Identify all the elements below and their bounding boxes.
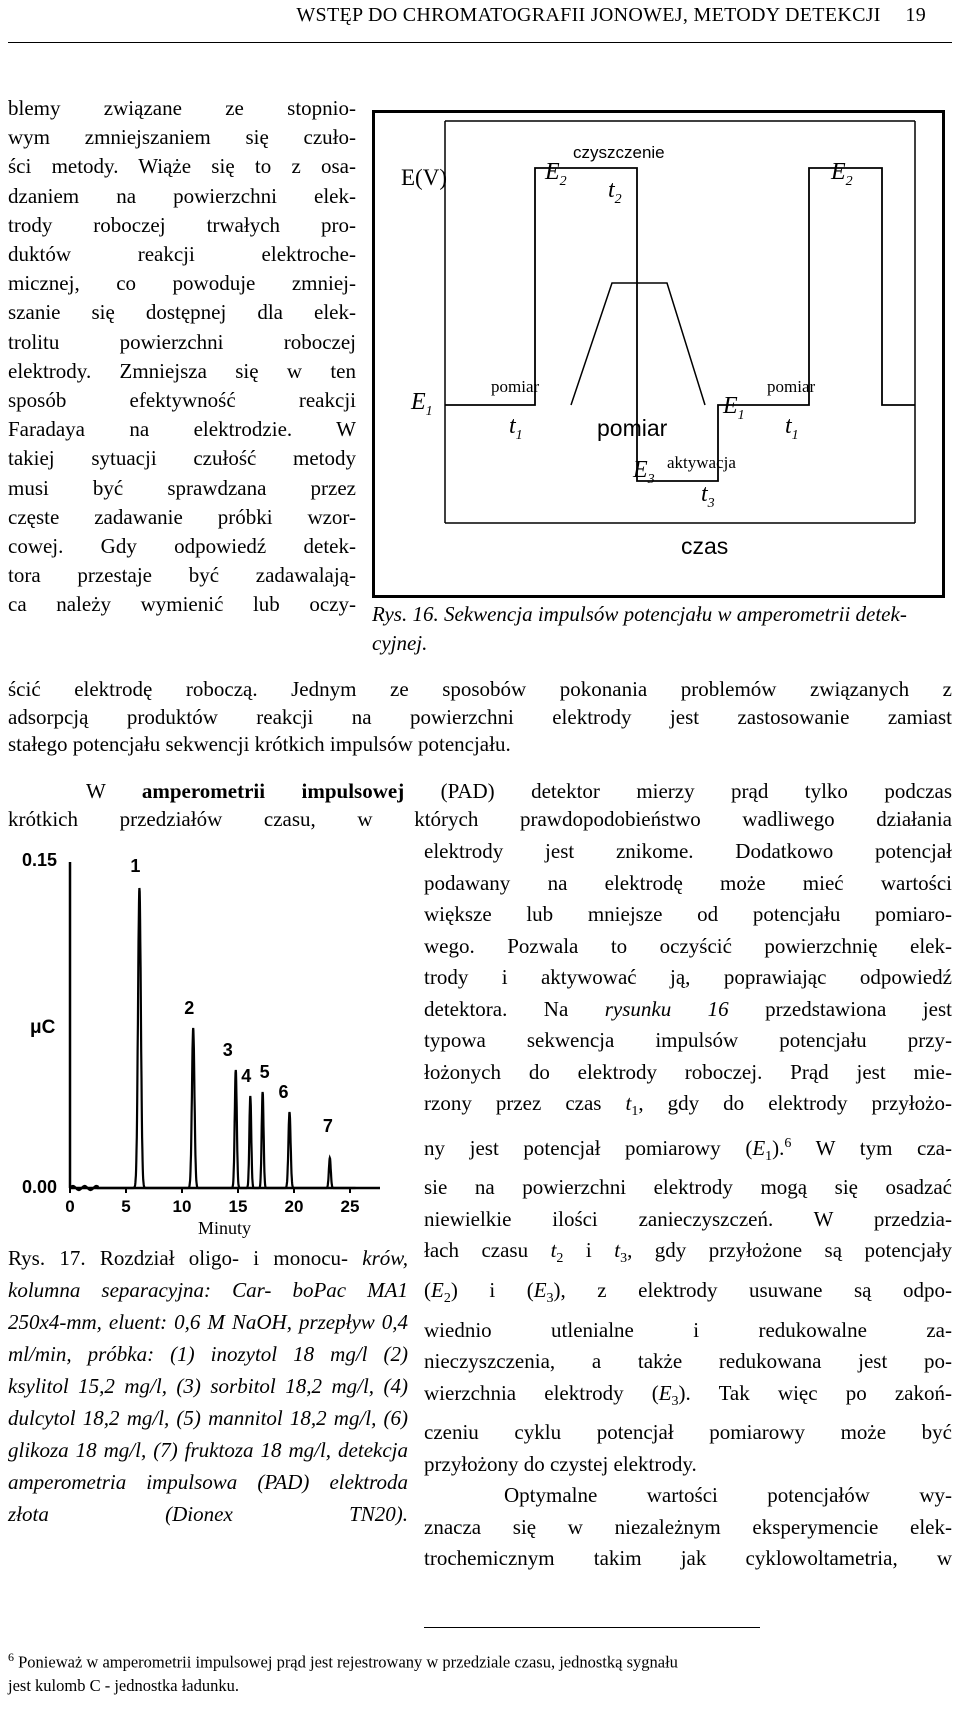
left-column-text: [8, 94, 356, 620]
text-line: szanie się dostępnej dla elek-: [8, 300, 356, 325]
x-tick-label: 10: [172, 1197, 192, 1216]
peak-label: 7: [322, 1116, 333, 1136]
caption-line: mannitol 18,2 mg/l, (6) glikoza 18: [8, 1406, 409, 1462]
page-header: [0, 0, 960, 48]
text-line: sie na powierzchni elektrody mogą się osadzać: [424, 1175, 952, 1200]
text-line: duktów reakcji elektroche-: [8, 242, 356, 267]
measure-left-label: pomiar: [491, 377, 540, 396]
text-line: wego. Pozwala to oczyścić powierzchnię elek-: [424, 933, 952, 958]
chromatogram-plot: [8, 852, 408, 1242]
text-line: znacza się w niezależnym eksperymencie elek-: [424, 1514, 952, 1539]
header-title: WSTĘP DO CHROMATOGRAFII JONOWEJ, METODY DETEKCJI: [296, 4, 881, 26]
text-line: ści metody. Wiąże się to z osa-: [8, 154, 356, 179]
text-line: cowej. Gdy odpowiedź detek-: [8, 534, 356, 559]
e2-right-label: $E_2$: [831, 159, 853, 189]
text-line: detektora. Na rysunku 16 przedstawiona jest: [424, 996, 952, 1021]
text-line: trody i aktywować ją, poprawiając odpowiedź: [424, 965, 952, 989]
x-tick-label: 20: [284, 1197, 304, 1216]
figure-reference: rysunku 16: [604, 996, 729, 1021]
peak-label: 6: [278, 1082, 289, 1102]
measure-right-label: pomiar: [767, 377, 816, 396]
e3-label: $E_3$: [633, 457, 655, 487]
text-line: krótkich przedziałów czasu, w których prawdopodobieństwo wadliwego działania: [8, 806, 952, 831]
measure-center-label: pomiar: [597, 415, 668, 441]
caption-line: M NaOH, przepływ 0,4 ml/min,: [8, 1310, 409, 1366]
text-line: ny jest potencjał pomiarowy $(E_1).^6$ W tym cza-: [424, 1135, 953, 1164]
xlabel-time: czas: [681, 533, 729, 559]
x-tick-label: 15: [228, 1197, 248, 1216]
activation-label: aktywacja: [667, 453, 736, 472]
text-line: typowa sekwencja impulsów potencjału przy-: [424, 1028, 952, 1052]
caption-line: boPac MA1 250x4-mm, eluent: 0,6: [8, 1278, 408, 1334]
caption-line: krów, kolumna separacyjna: Car-: [8, 1246, 408, 1302]
running-title: [296, 4, 926, 27]
text-line: Faradaya na elektrodzie. W: [8, 417, 356, 442]
y-unit-label: μC: [30, 1017, 56, 1038]
text-line: łożonych do elektrody roboczej. Prąd jest mie-: [424, 1059, 952, 1084]
figure-17-caption: [8, 1242, 408, 1530]
peak-label: 2: [184, 998, 195, 1018]
x-axis-label: Minuty: [198, 1218, 252, 1238]
header-rule: [8, 42, 952, 43]
peak-label: 5: [259, 1062, 270, 1082]
page-number: 19: [905, 4, 926, 26]
footnote: [8, 1646, 948, 1697]
caption-line: elektroda złota (Dionex TN20).: [8, 1470, 408, 1526]
peak-label: 3: [222, 1040, 233, 1060]
text-line: częste zadawanie próbki wzor-: [8, 504, 356, 529]
pulse-sequence-plot: [375, 113, 942, 595]
chromatogram-trace: [70, 888, 356, 1190]
t1-left-label: $t_1$: [509, 413, 523, 443]
right-column-text: [424, 836, 952, 1575]
text-line: dzaniem na powierzchni elek-: [8, 183, 356, 208]
text-line: adsorpcją produktów reakcji na powierzchni elektrody jest zastosowanie zamiast: [8, 704, 952, 729]
text-line: blemy związane ze stopnio-: [8, 96, 356, 120]
text-line: micznej, co powoduje zmniej-: [8, 271, 356, 296]
text-line: przyłożony do czystej elektrody.: [424, 1451, 697, 1476]
text-line: trody roboczej trwałych pro-: [8, 212, 356, 237]
caption-line: mg/l, (4) dulcytol 18,2 mg/l, (5): [8, 1374, 409, 1430]
x-tick-label: 5: [121, 1197, 131, 1216]
caption-line: Rys. 16. Sekwencja impulsów potencjału w amperometrii detek-: [372, 602, 907, 626]
footnote-line: jest kulomb C - jednostka ładunku.: [8, 1675, 239, 1695]
pad-term: amperometrii impulsowej: [141, 779, 405, 803]
caption-line: próbka: (1) inozytol 18 mg/l (2): [87, 1342, 409, 1366]
footnote-number: 6: [8, 1650, 14, 1664]
peak-label: 1: [130, 856, 141, 876]
caption-line: cyjnej.: [372, 630, 428, 655]
text-line: ca należy wymienić lub oczy-: [8, 592, 356, 617]
footnote-marker[interactable]: 6: [784, 1135, 792, 1151]
footnote-rule: [424, 1627, 760, 1628]
potential-waveform-detail: [571, 283, 705, 405]
e1-left-label: $E_1$: [411, 389, 433, 419]
caption-line: Rys. 17. Rozdział oligo- i monocu-: [8, 1246, 349, 1270]
x-tick-label: 0: [65, 1197, 75, 1216]
text-line: ścić elektrodę roboczą. Jednym ze sposobów pokonania problemów związanych z: [8, 677, 952, 701]
text-line: sposób efektywność reakcji: [8, 388, 356, 413]
text-line: niewielkie ilości zanieczyszczeń. W przedzia-: [424, 1206, 952, 1231]
pad-paragraph: [8, 778, 952, 833]
text-line: wym zmniejszaniem się czuło-: [8, 125, 356, 150]
figure-16-pulse-sequence: [372, 110, 945, 598]
full-width-paragraph: [8, 676, 952, 759]
text-line: Optymalne wartości potencjałów wy-: [504, 1483, 952, 1508]
caption-line: mg/l, (7) fruktoza 18 mg/l, detekcja: [103, 1438, 408, 1462]
caption-line: amperometria impulsowa (PAD): [8, 1470, 310, 1494]
text-line: rzony przez czas $t_1$, gdy do elektrody przyłożo-: [424, 1091, 952, 1120]
text-line: tora przestaje być zadawalają-: [8, 563, 356, 588]
text-line: wiednio utlenialne i redukowalne za-: [424, 1317, 952, 1342]
text-line: stałego potencjału sekwencji krótkich impulsów potencjału.: [8, 732, 511, 757]
text-line: wierzchnia elektrody $(E_3)$. Tak więc po zakoń-: [424, 1380, 952, 1409]
text-line: podawany na elektrodę może mieć wartości: [424, 870, 952, 895]
text-line: trochemicznym takim jak cyklowoltametria, w: [424, 1546, 952, 1571]
text-line: takiej sytuacji czułość metody: [8, 446, 356, 471]
text-line: $(E_2)$ i $(E_3)$, z elektrody usuwane są odpo-: [424, 1278, 952, 1307]
x-tick-label: 25: [340, 1197, 360, 1216]
text-line: elektrody. Zmniejsza się w ten: [8, 358, 356, 383]
text-line: elektrody jest znikome. Dodatkowo potencjał: [424, 839, 952, 863]
e1-right-label: $E_1$: [723, 393, 745, 423]
footnote-line: Ponieważ w amperometrii impulsowej prąd jest rejestrowany w przedziale czasu, jednostką sygnału: [14, 1652, 678, 1672]
text-line: musi być sprawdzana przez: [8, 475, 356, 500]
ylabel-ev: E(V): [401, 165, 447, 190]
text-line: W amperometrii impulsowej (PAD) detektor mierzy prąd tylko podczas: [86, 779, 952, 803]
cleaning-label: czyszczenie: [573, 143, 665, 162]
text-line: łach czasu $t_2$ i $t_3$, gdy przyłożone są potencjały: [424, 1238, 952, 1267]
figure-16-caption: [372, 600, 952, 657]
t3-label: $t_3$: [701, 481, 715, 511]
text-line: czeniu cyklu potencjał pomiarowy może być: [424, 1420, 952, 1445]
text-line: trolitu powierzchni roboczej: [8, 329, 356, 354]
e2-left-label: $E_2$: [545, 159, 567, 189]
caption-line: ksylitol 15,2 mg/l, (3) sorbitol 18,2: [8, 1374, 322, 1398]
y-bottom-label: 0.00: [22, 1177, 58, 1197]
figure-17-chromatogram: [8, 852, 408, 1242]
y-top-label: 0.15: [22, 850, 58, 870]
t1-right-label: $t_1$: [785, 413, 799, 443]
text-line: większe lub mniejsze od potencjału pomiaro-: [424, 902, 952, 926]
text-line: nieczyszczenia, a także redukowana jest po-: [424, 1349, 952, 1374]
peak-label: 4: [241, 1066, 252, 1086]
t2-label: $t_2$: [608, 177, 622, 207]
